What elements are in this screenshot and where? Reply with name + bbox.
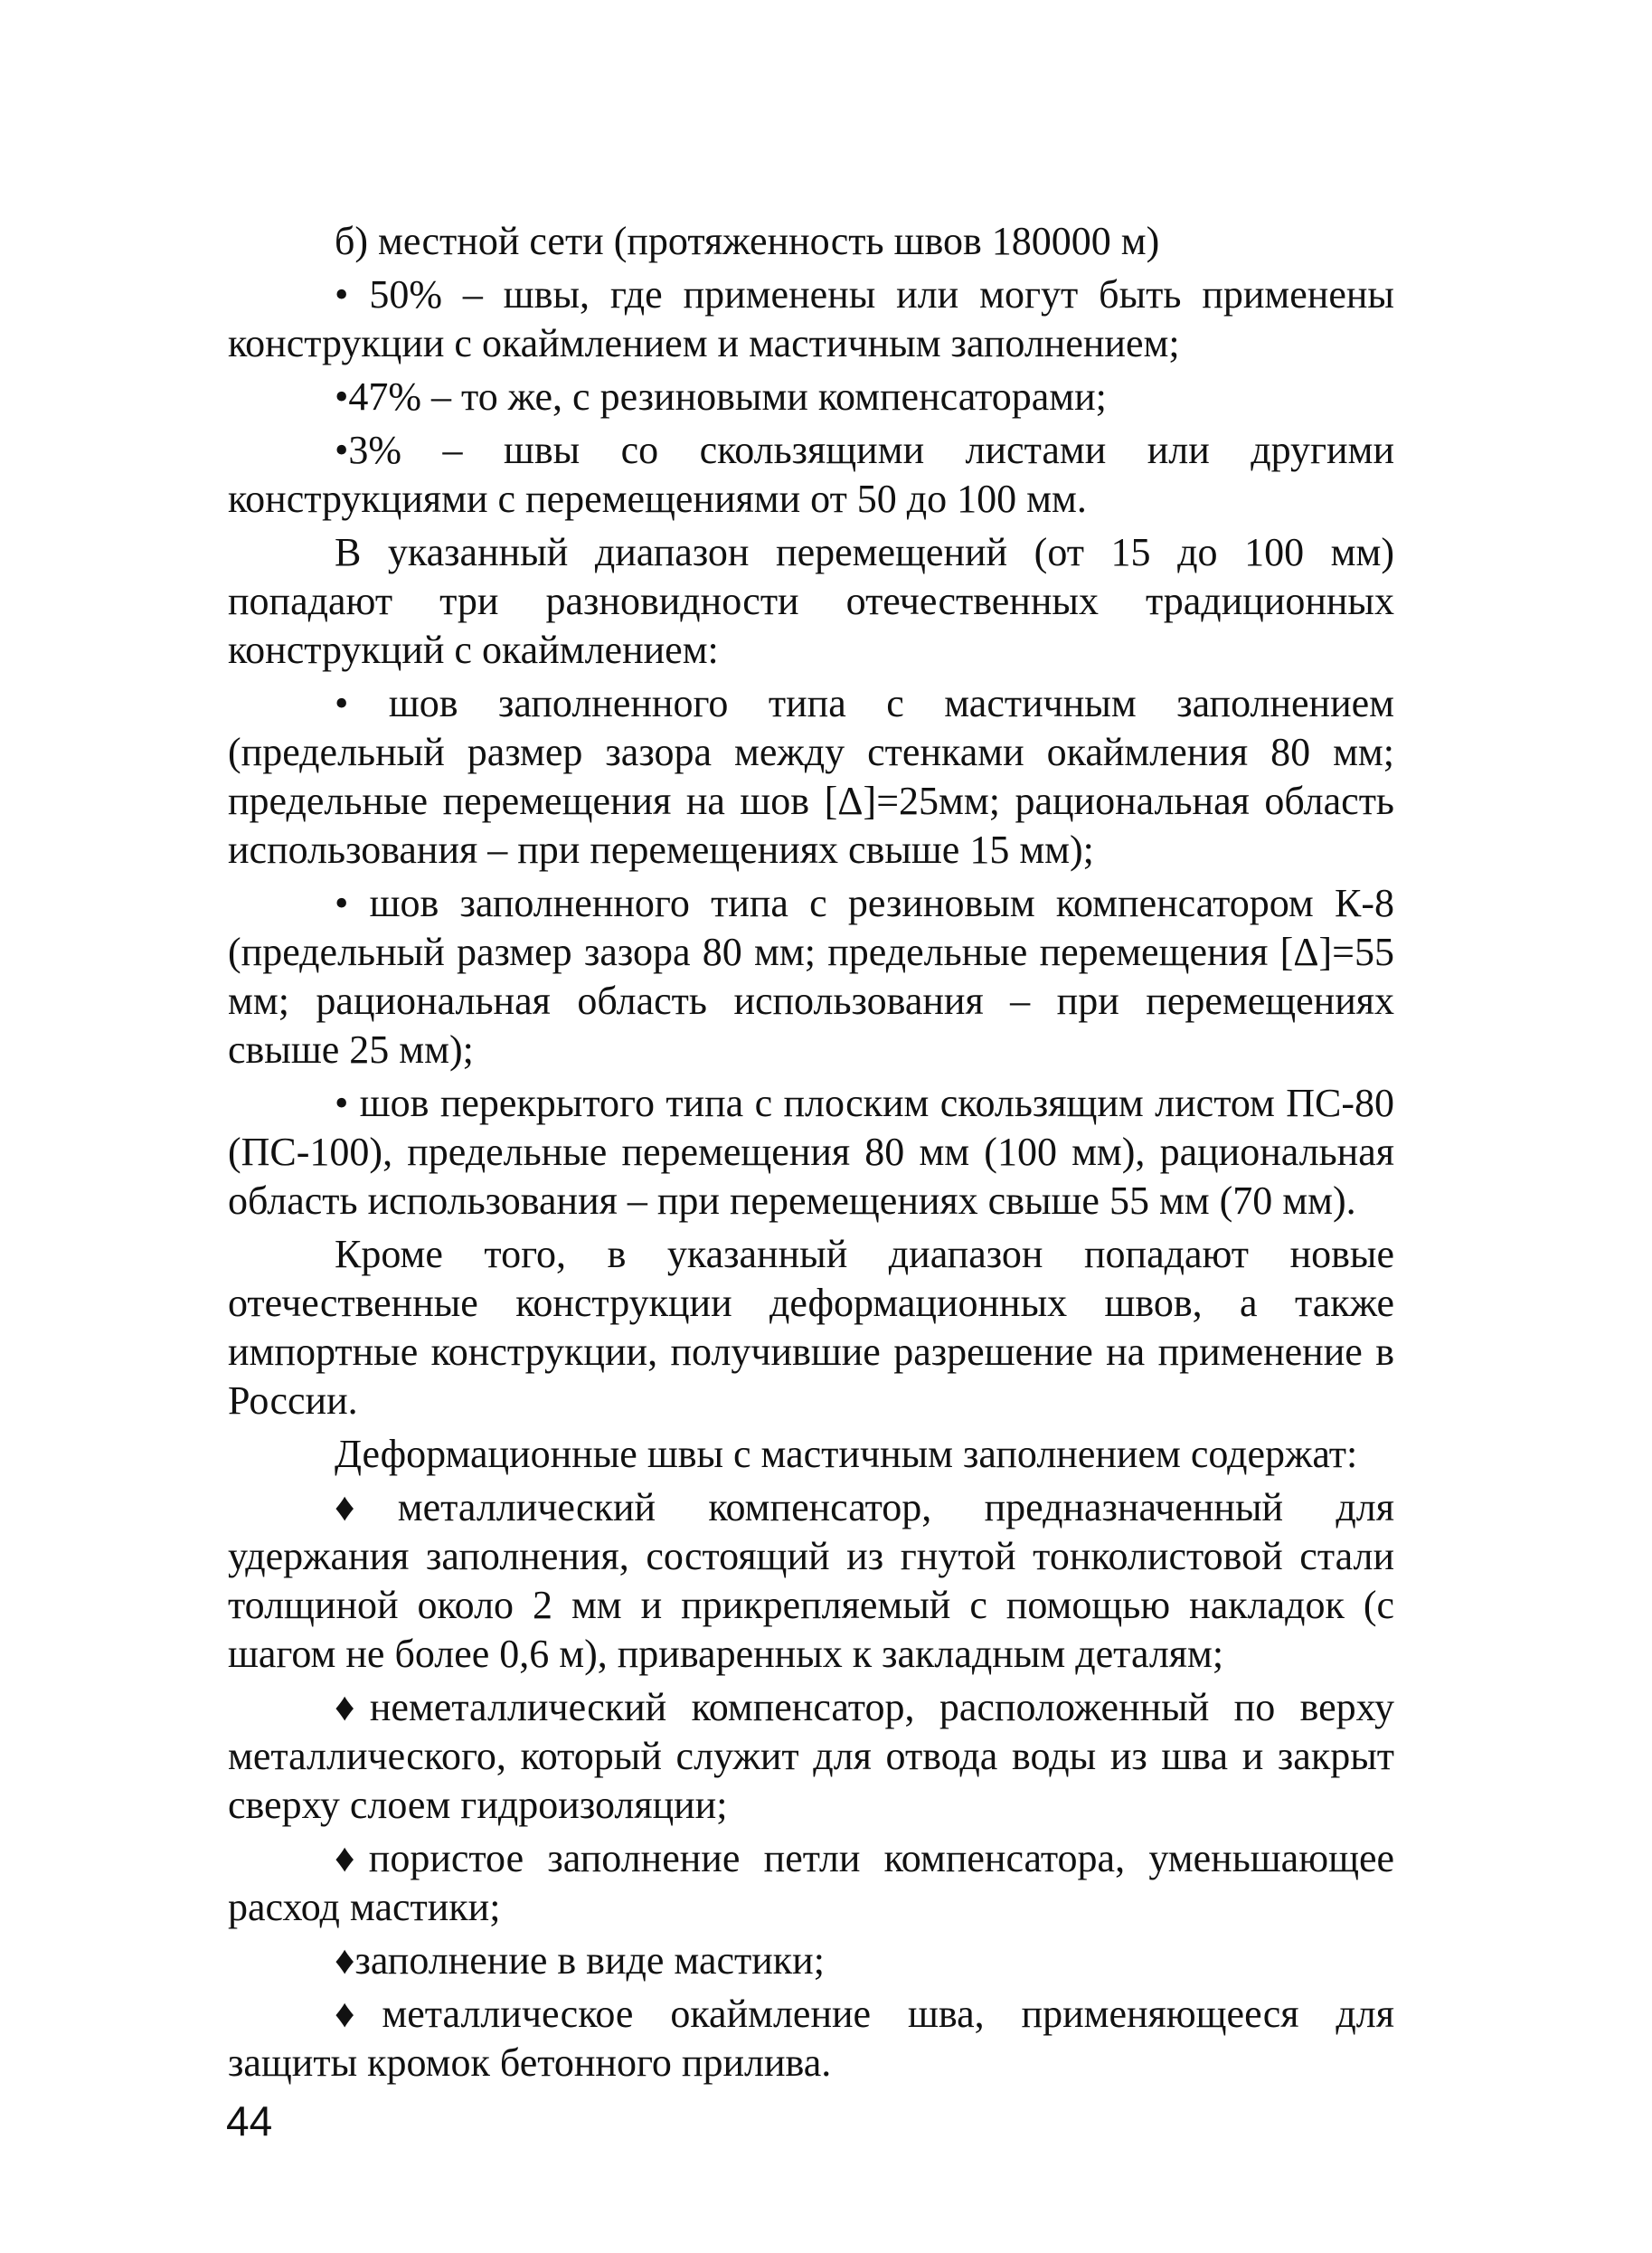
bullet-item: • шов перекрытого типа с плоским скользящим листом ПС-80 (ПС-100), предельные перемещения 80 мм (100 мм), рациональная область использования – при перемещениях свыше 55 мм (70 мм). [228,1081,1394,1223]
bullet-icon: • [335,1081,349,1125]
diamond-item: ♦пористое заполнение петли компенсатора, уменьшающее расход мастики; [228,1836,1395,1929]
diamond-bullet-icon: ♦ [335,1485,398,1529]
page-body [228,217,1394,2092]
paragraph-local-network: б) местной сети (протяженность швов 180000 м) [335,219,1160,263]
page-number: 44 [226,2097,273,2144]
bullet-item: • шов заполненного типа с мастичным заполнением (предельный размер зазора между стенками окаймления 80 мм; предельные перемещения на шов [Δ]=25мм; рациональная область использования – при перемещениях свыше 15 мм); [228,681,1394,872]
bullet-item: •3% – швы со скользящими листами или другими конструкциями с перемещениями от 50 до 100 мм. [228,428,1394,521]
bullet-item: • 50% – швы, где применены или могут быть применены конструкции с окаймлением и мастичным заполнением; [228,272,1394,365]
bullet-icon: • [335,428,349,472]
bullet-item: • шов заполненного типа с резиновым компенсатором К-8 (предельный размер зазора 80 мм; предельные перемещения [Δ]=55 мм; рациональная область использования – при перемещениях свыше 25 мм); [228,881,1394,1072]
paragraph-mastic-joints-intro: Деформационные швы с мастичным заполнением содержат: [335,1432,1358,1476]
paragraph-range-intro: В указанный диапазон перемещений (от 15 до 100 мм) попадают три разновидности отечественных традиционных конструкций с окаймлением: [228,530,1394,672]
diamond-bullet-icon: ♦ [335,1992,382,2036]
bullet-item: •47% – то же, с резиновыми компенсаторами; [335,374,1107,419]
diamond-item: ♦неметаллический компенсатор, расположенный по верху металлического, который служит для отвода воды из шва и закрыт сверху слоем гидроизоляции; [228,1685,1394,1827]
paragraph-new-constructions: Кроме того, в указанный диапазон попадают новые отечественные конструкции деформационных швов, а также импортные конструкции, получившие разрешение на применение в России. [228,1232,1394,1423]
diamond-bullet-icon: ♦ [335,1685,370,1729]
diamond-bullet-icon: ♦ [335,1836,369,1880]
bullet-icon: • [335,272,349,317]
diamond-bullet-icon: ♦ [335,1938,355,1983]
diamond-item: ♦заполнение в виде мастики; [335,1938,825,1983]
diamond-item: ♦металлический компенсатор, предназначенный для удержания заполнения, состоящий из гнутой тонколистовой стали толщиной около 2 мм и прикрепляемый с помощью накладок (с шагом не более 0,6 м), приваренных к закладным деталям; [228,1485,1394,1676]
bullet-icon: • [335,681,349,725]
bullet-icon: • [335,881,349,925]
bullet-icon: • [335,374,349,419]
diamond-item: ♦металлическое окаймление шва, применяющееся для защиты кромок бетонного прилива. [228,1992,1394,2085]
